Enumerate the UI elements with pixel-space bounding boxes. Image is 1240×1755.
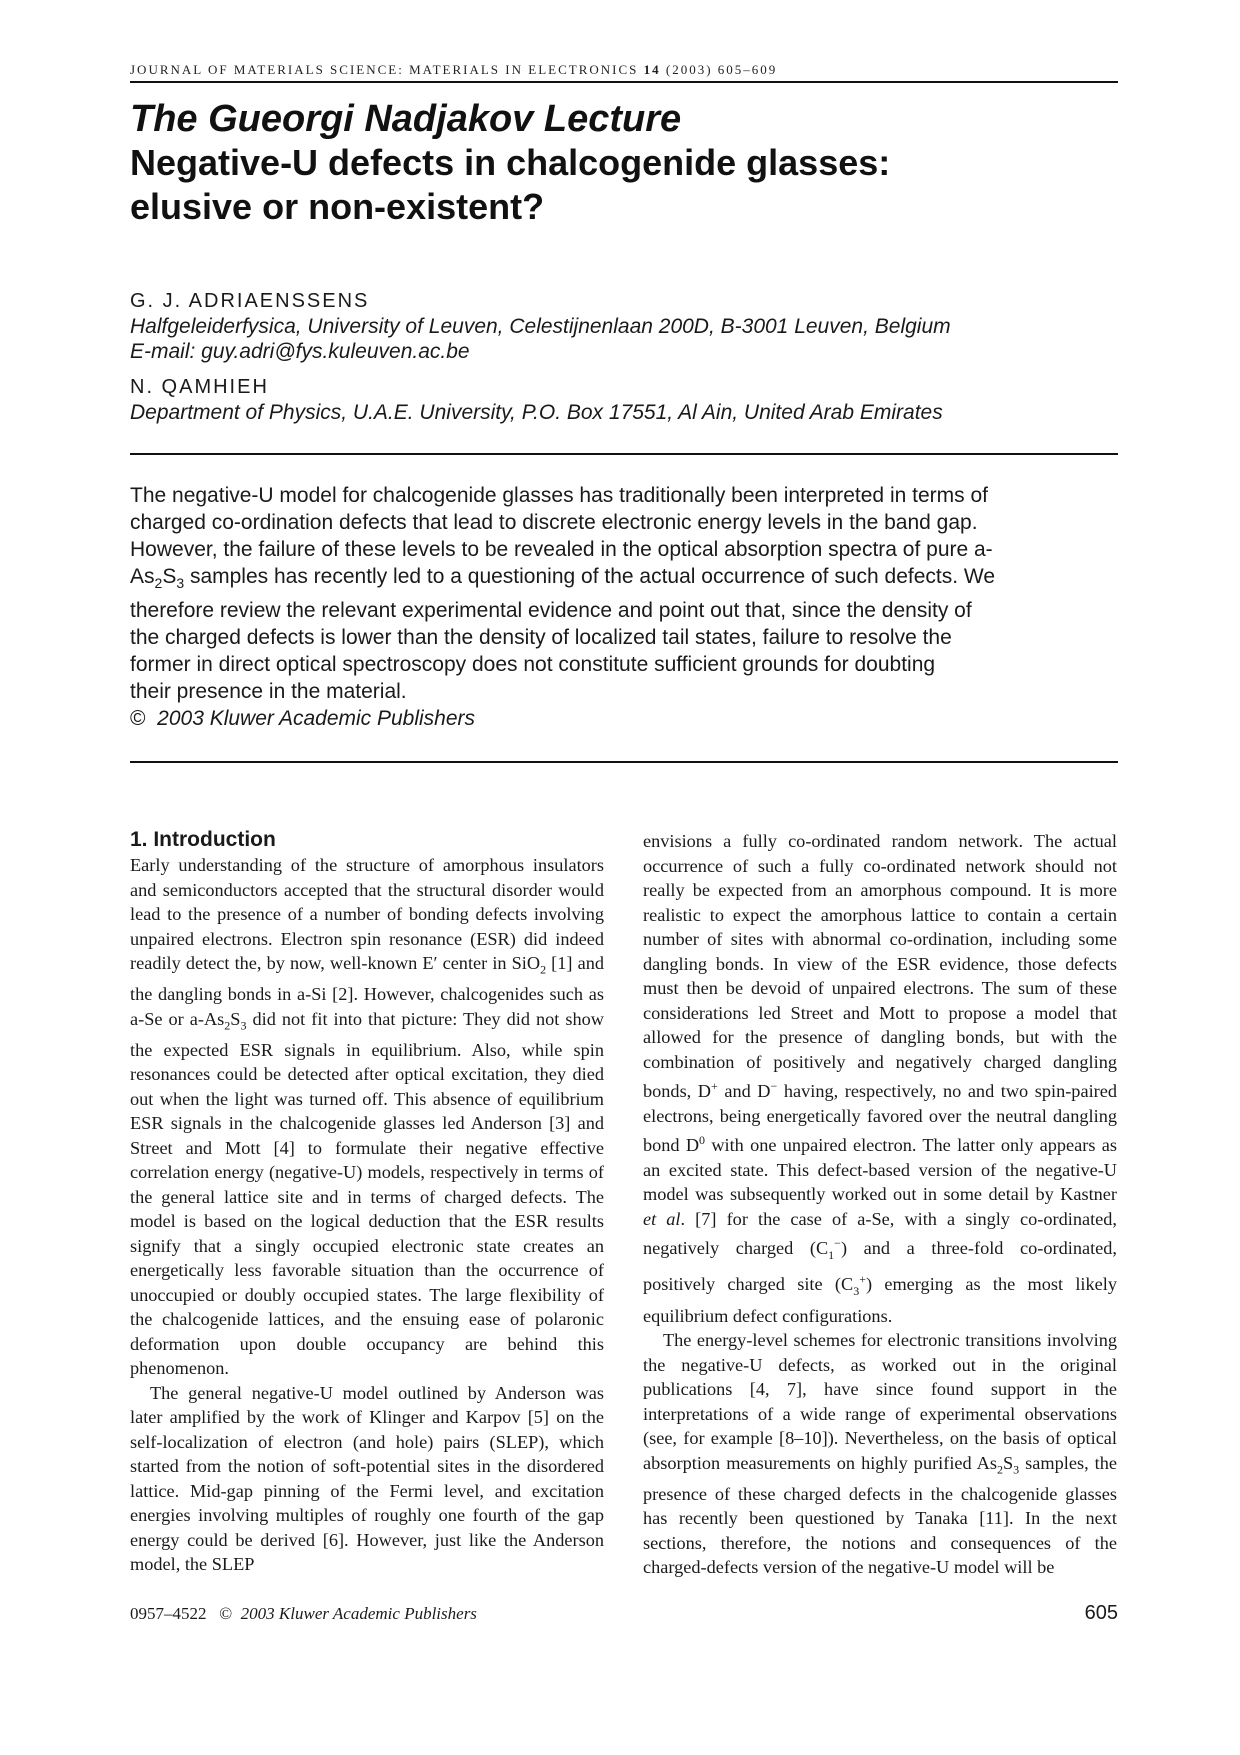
issn: 0957–4522 <box>130 1604 207 1623</box>
paragraph: envisions a fully co-ordinated random network. The actual occurrence of such a fully co-ordinated network should not really be expected from an amorphous compound. It is more realistic to expect the amorphous lattice to contain a certain number of sites with abnormal co-ordination, including some dangling bonds. In view of the ESR evidence, those defects must then be devoid of unpaired electrons. The sum of these considerations led Street and Mott to propose a model that allowed for the presence of dangling bonds, but with the combination of positively and negatively charged dangling bonds, D+ and D− having, respectively, no and two spin-paired electrons, being energetically favored over the neutral dangling bond $D^0$ with one unpaired electron. The latter only appears as an excited state. This defect-based version of the negative-U model was subsequently worked out in some detail by Kastner et al. [7] for the case of a-Se, with a singly co-ordinated, negatively charged $(C_1^-)$ and a three-fold co-ordinated, positively charged site $(C_3^+)$ emerging as the most likely equilibrium defect configurations. <box>643 831 1117 1326</box>
paragraph: The general negative-U model outlined by Anderson was later amplified by the work of Klinger and Karpov [5] on the self-localization of electron (and hole) pairs (SLEP), which started from the notion of soft-potential sites in the disordered lattice. Mid-gap pinning of the Fermi level, and excitation energies involving multiples of roughly one fourth of the gap energy could be derived [6]. However, just like the Anderson model, the SLEP <box>130 1382 604 1575</box>
page-number: 605 <box>1084 1602 1118 1624</box>
paper-title-line-1: Negative-U defects in chalcogenide glasses: <box>130 142 891 183</box>
abstract-line: The negative-U model for chalcogenide glasses has traditionally been interpreted in terms of <box>130 484 988 507</box>
abstract-line: However, the failure of these levels to be revealed in the optical absorption spectra of pure a- <box>130 538 993 561</box>
copyright-icon: © <box>130 707 146 731</box>
text-run: The energy-level schemes for electronic transitions involving the negative-U defects, as worked out in the original publications [4, 7], have since found support in the interpretations of a wide range of experimental observations (see, for example [8–10]). Nevertheless, on the basis of optical absorption measurements on highly purified As <box>643 1330 1117 1473</box>
paper-title-line-2: elusive or non-existent? <box>130 186 545 227</box>
running-head <box>130 62 1118 78</box>
text-run: with one unpaired electron. The latter only appears as an excited state. This defect-based version of the negative-U model was subsequently worked out in some detail by Kastner <box>643 1135 1117 1205</box>
abstract <box>130 482 1118 732</box>
body-column-left <box>130 829 604 1577</box>
journal-name: JOURNAL OF MATERIALS SCIENCE: MATERIALS IN ELECTRONICS <box>130 62 639 77</box>
abstract-line: the charged defects is lower than the density of localized tail states, failure to resolve the <box>130 626 952 650</box>
copyright-text: 2003 Kluwer Academic Publishers <box>157 707 476 731</box>
page-footer <box>130 1604 1118 1628</box>
footer-issn-publisher <box>130 1604 477 1624</box>
text-run: samples, the presence of these charged defects in the chalcogenide glasses has recently been questioned by Tanaka [11]. In the next sections, therefore, the notions and consequences of the charged-defects version of the negative-U model will be <box>643 1452 1117 1578</box>
text-run: did not fit into that picture: They did not show the expected ESR signals in equilibrium. Also, while spin resonances could be detected after optical excitation, they died out when the light was turned off. This absence of equilibrium ESR signals in the chalcogenide glasses led Anderson [3] and Street and Mott [4] to formulate their negative effective correlation energy (negative-U) models, respectively in terms of the general lattice site and in terms of charged defects. The model is based on the logical deduction that the ESR results signify that a singly occupied electronic state creates an energetically less favorable situation than the occurrence of unoccupied or doubly occupied states. The large flexibility of the chalcogenide lattices, and the ensuing ease of polaronic deformation upon double occupancy are behind this phenomenon. <box>130 1008 604 1379</box>
journal-year-pages: (2003) 605–609 <box>665 62 778 77</box>
author-email[interactable]: E-mail: guy.adri@fys.kuleuven.ac.be <box>130 340 470 363</box>
abstract-line-text: samples has recently led to a questioning of the actual occurrence of such defects. We <box>184 565 996 588</box>
abstract-line: therefore review the relevant experimental evidence and point out that, since the density of <box>130 599 972 623</box>
text-run: [1] and the dangling bonds in a-Si [2]. However, chalcogenides such as a-Se or a-As <box>130 953 604 1029</box>
text-run: and D <box>717 1081 771 1102</box>
abstract-top-rule <box>130 453 1118 455</box>
body-column-right <box>643 829 1117 1580</box>
author-name: N. QAMHIEH <box>130 376 269 398</box>
author-1 <box>130 288 1118 364</box>
author-2 <box>130 374 1118 425</box>
abstract-line: their presence in the material. <box>130 680 407 704</box>
header-rule <box>130 81 1118 83</box>
author-name: G. J. ADRIAENSSENS <box>130 290 370 312</box>
author-affiliation: Halfgeleiderfysica, University of Leuven, Celestijnenlaan 200D, B-3001 Leuven, Belgium <box>130 315 951 338</box>
lecture-title: The Gueorgi Nadjakov Lecture <box>130 98 682 140</box>
abstract-bottom-rule <box>130 761 1118 763</box>
paragraph: The energy-level schemes for electronic transitions involving the negative-U defects, as worked out in the original publications [4, 7], have since found support in the interpretations of a wide range of experimental observations (see, for example [8–10]). Nevertheless, on the basis of optical absorption measurements on highly purified $As_2S_3$ samples, the presence of these charged defects in the chalcogenide glasses has recently been questioned by Tanaka [11]. In the next sections, therefore, the notions and consequences of the charged-defects version of the negative-U model will be <box>643 1330 1117 1578</box>
section-heading: 1. Introduction <box>130 828 276 851</box>
footer-publisher: 2003 Kluwer Academic Publishers <box>240 1604 477 1623</box>
author-affiliation: Department of Physics, U.A.E. University, P.O. Box 17551, Al Ain, United Arab Emirates <box>130 401 943 424</box>
abstract-line: former in direct optical spectroscopy does not constitute sufficient grounds for doubting <box>130 653 936 677</box>
text-run: et al <box>643 1208 681 1229</box>
text-run: ) and a three-fold co-ordinated, positively charged site (C <box>643 1238 1117 1295</box>
authors-block <box>130 288 1118 425</box>
paragraph: Early understanding of the structure of amorphous insulators and semiconductors accepted that the structural disorder would lead to the presence of a number of bonding defects involving unpaired electrons. Electron spin resonance (ESR) did indeed readily detect the, by now, well-known E′ center in SiO$_2$ [1] and the dangling bonds in a-Si [2]. However, chalcogenides such as a-Se or $a-As_2S_3$ did not fit into that picture: They did not show the expected ESR signals in equilibrium. Also, while spin resonances could be detected after optical excitation, they died out when the light was turned off. This absence of equilibrium ESR signals in the chalcogenide glasses led Anderson [3] and Street and Mott [4] to formulate their negative effective correlation energy (negative-U) models, respectively in terms of the general lattice site and in terms of charged defects. The model is based on the logical deduction that the ESR results signify that a singly occupied electronic state creates an energetically less favorable situation than the occurrence of unoccupied or doubly occupied states. The large flexibility of the chalcogenide lattices, and the ensuing ease of polaronic deformation upon double occupancy are behind this phenomenon. <box>130 855 604 1379</box>
copyright-icon: © <box>219 1604 233 1623</box>
text-run: envisions a fully co-ordinated random network. The actual occurrence of such a fully co-ordinated network should not really be expected from an amorphous compound. It is more realistic to expect the amorphous lattice to contain a certain number of sites with abnormal co-ordination, including some dangling bonds. In view of the ESR evidence, those defects must then be devoid of unpaired electrons. The sum of these considerations led Street and Mott to propose a model that allowed for the presence of dangling bonds, but with the combination of positively and negatively charged dangling bonds, D <box>643 831 1117 1102</box>
journal-volume: 14 <box>643 62 661 77</box>
abstract-line: charged co-ordination defects that lead to discrete electronic energy levels in the band gap. <box>130 511 978 534</box>
abstract-copyright <box>130 705 1118 732</box>
title-block <box>130 97 1118 229</box>
text-run: having, respectively, no and two spin-paired electrons, being energetically favored over the neutral dangling bond D <box>643 1081 1117 1156</box>
text-run: ) emerging as the most likely equilibrium defect configurations. <box>643 1274 1117 1326</box>
abstract-line: $As_2S_3$ samples has recently led to a questioning of the actual occurrence of such defects. We <box>130 565 996 592</box>
text-run: . [7] for the case of a-Se, with a singly co-ordinated, negatively charged (C <box>643 1208 1117 1259</box>
text-run: Early understanding of the structure of amorphous insulators and semiconductors accepted that the structural disorder would lead to the presence of a number of bonding defects involving unpaired electrons. Electron spin resonance (ESR) did indeed readily detect the, by now, well-known E′ center in SiO <box>130 855 604 973</box>
